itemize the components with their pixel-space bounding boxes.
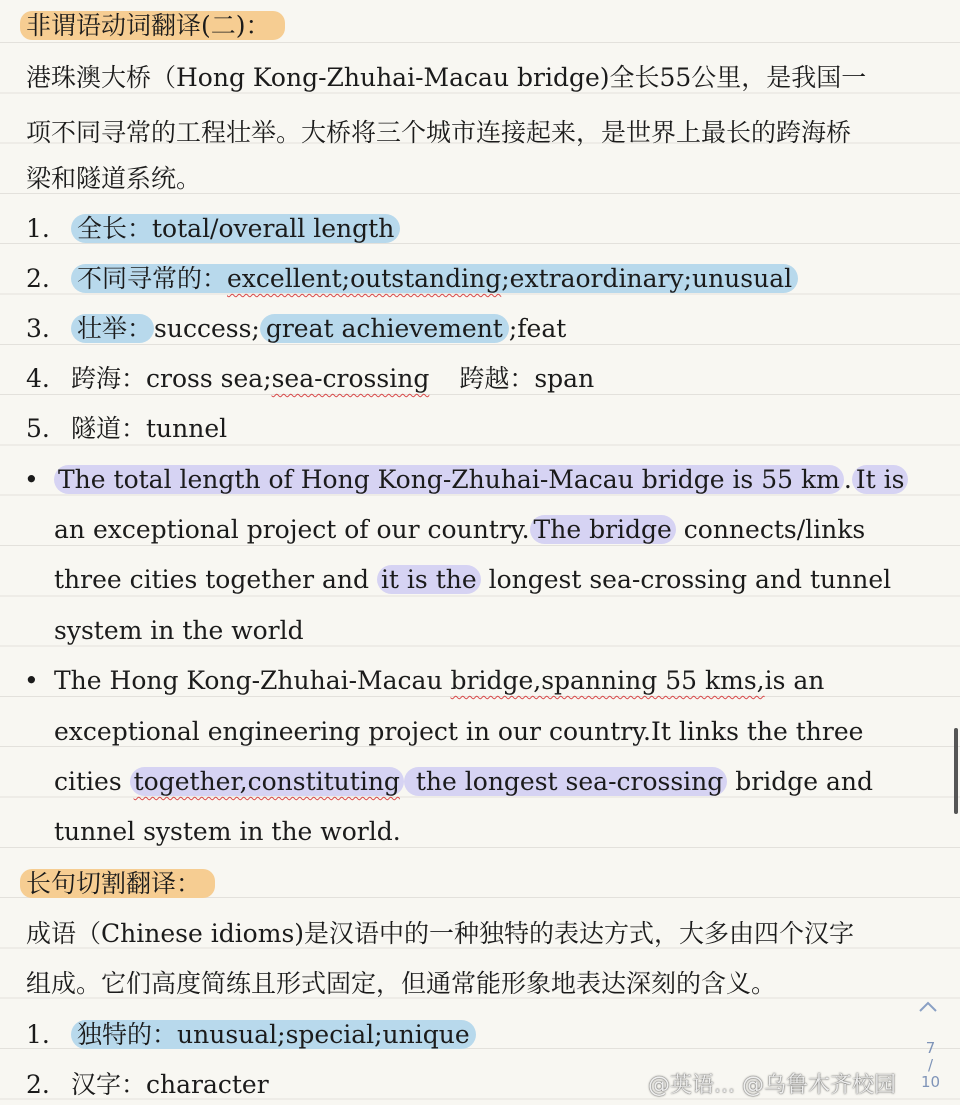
- vocab-term-en: sea-crossing: [271, 364, 430, 393]
- page-total: 10: [921, 1073, 941, 1091]
- sentence-highlight: it is the: [377, 565, 481, 594]
- translation-text: longest sea-crossing and tunnel: [480, 565, 892, 594]
- vocab-term-en: character: [146, 1070, 269, 1099]
- vocab-item: [26, 1063, 269, 1105]
- vocab-term-en: cross sea;: [146, 364, 272, 393]
- paragraph-line: 梁和隧道系统。: [26, 164, 202, 193]
- section-heading: [26, 862, 215, 906]
- vocab-item: [26, 357, 594, 401]
- item-number: 2.: [26, 1070, 50, 1099]
- bullet: •: [24, 666, 39, 695]
- scrollbar-thumb[interactable]: [954, 728, 958, 814]
- translation-line: [54, 810, 401, 854]
- vocab-term-cn: 隧道：: [71, 414, 147, 443]
- translation-text: system in the world: [54, 616, 304, 645]
- sentence-highlight: the longest sea-crossing: [404, 767, 727, 796]
- translation-text: three cities together and: [54, 565, 377, 594]
- chevron-up-icon-svg: [916, 999, 940, 1015]
- vocab-item: [26, 407, 227, 451]
- translation-text: an exceptional project of our country.: [54, 515, 530, 544]
- translation-text: connects/links: [675, 515, 866, 544]
- translation-text: .: [843, 465, 852, 494]
- translation-text: bridge and: [727, 767, 873, 796]
- vocab-term-cn: 不同寻常的：: [77, 264, 228, 293]
- watermark: @英语... @乌鲁木齐校园: [648, 1073, 896, 1098]
- translation-line: [54, 760, 873, 804]
- paragraph-line: 组成。它们高度简练且形式固定，但通常能形象地表达深刻的含义。: [26, 969, 777, 998]
- translation-line: [54, 508, 865, 552]
- sentence-highlight: The bridge: [530, 515, 676, 544]
- vocab-term-cn: 全长：: [77, 214, 153, 243]
- item-number: 1.: [26, 214, 50, 243]
- translation-line: [54, 558, 891, 602]
- sentence-highlight: It is: [852, 465, 909, 494]
- vocab-term-en: span: [534, 364, 595, 393]
- page-divider: /: [928, 1056, 934, 1074]
- vocab-item: [26, 307, 566, 351]
- paragraph-line: 项不同寻常的工程壮举。大桥将三个城市连接起来，是世界上最长的跨海桥: [26, 118, 852, 147]
- vocab-term-en: excellent;outstanding: [227, 264, 502, 293]
- translation-text: exceptional engineering project in our country.It links the three: [54, 717, 864, 746]
- sentence-highlight: The total length of Hong Kong-Zhuhai-Macau bridge is 55 km: [54, 465, 844, 494]
- heading-highlight: 非谓语动词翻译(二)：: [20, 11, 285, 40]
- vocab-highlight: [71, 314, 154, 343]
- sentence-highlight: together,constituting: [130, 767, 404, 796]
- paragraph-line: 成语（Chinese idioms)是汉语中的一种独特的表达方式，大多由四个汉字: [26, 919, 855, 948]
- item-number: 1.: [26, 1020, 50, 1049]
- vocab-highlight: [71, 1020, 476, 1049]
- translation-text: The Hong Kong-Zhuhai-Macau: [54, 666, 451, 695]
- vocab-item: [26, 1013, 476, 1057]
- bullet: •: [24, 465, 39, 494]
- translation-text: bridge,spanning 55 kms,: [450, 666, 765, 695]
- vocab-highlight: [71, 264, 798, 293]
- vocab-term-en: tunnel: [146, 414, 228, 443]
- vocab-term-en: ;feat: [508, 314, 567, 343]
- vocab-highlight: [71, 214, 400, 243]
- translation-line: [54, 609, 304, 653]
- vocab-term-cn: 独特的：: [77, 1020, 178, 1049]
- translation-line: [54, 710, 863, 754]
- translation-text: cities: [54, 767, 130, 796]
- translation-line: [24, 659, 825, 703]
- page-current: 7: [925, 1039, 936, 1057]
- vocab-term-cn: 壮举：: [77, 314, 153, 343]
- vocab-highlight: great achievement: [260, 314, 509, 343]
- vocab-term-cn: 跨越：: [459, 364, 535, 393]
- section-heading: [26, 4, 285, 48]
- vocab-term-cn: 汉字：: [71, 1070, 147, 1099]
- page-indicator: [921, 1040, 940, 1091]
- translation-text: tunnel system in the world.: [54, 817, 401, 846]
- vocab-item: [26, 207, 400, 251]
- translation-line: [24, 458, 908, 502]
- item-number: 2.: [26, 264, 50, 293]
- item-number: 3.: [26, 314, 50, 343]
- vocab-term-en: unusual;special;unique: [177, 1020, 470, 1049]
- item-number: 4.: [26, 364, 50, 393]
- translation-text: is an: [764, 666, 825, 695]
- heading-highlight: 长句切割翻译：: [20, 869, 215, 898]
- vocab-term-cn: 跨海：: [71, 364, 147, 393]
- item-number: 5.: [26, 414, 50, 443]
- vocab-term-en: ;extraordinary;unusual: [501, 264, 793, 293]
- paragraph-line: 港珠澳大桥（Hong Kong-Zhuhai-Macau bridge)全长55公里，是我国一: [26, 63, 867, 92]
- vocab-term-en: success;: [154, 314, 260, 343]
- chevron-up-icon[interactable]: [916, 996, 944, 1024]
- vocab-item: [26, 257, 798, 301]
- vocab-term-en: total/overall length: [152, 214, 395, 243]
